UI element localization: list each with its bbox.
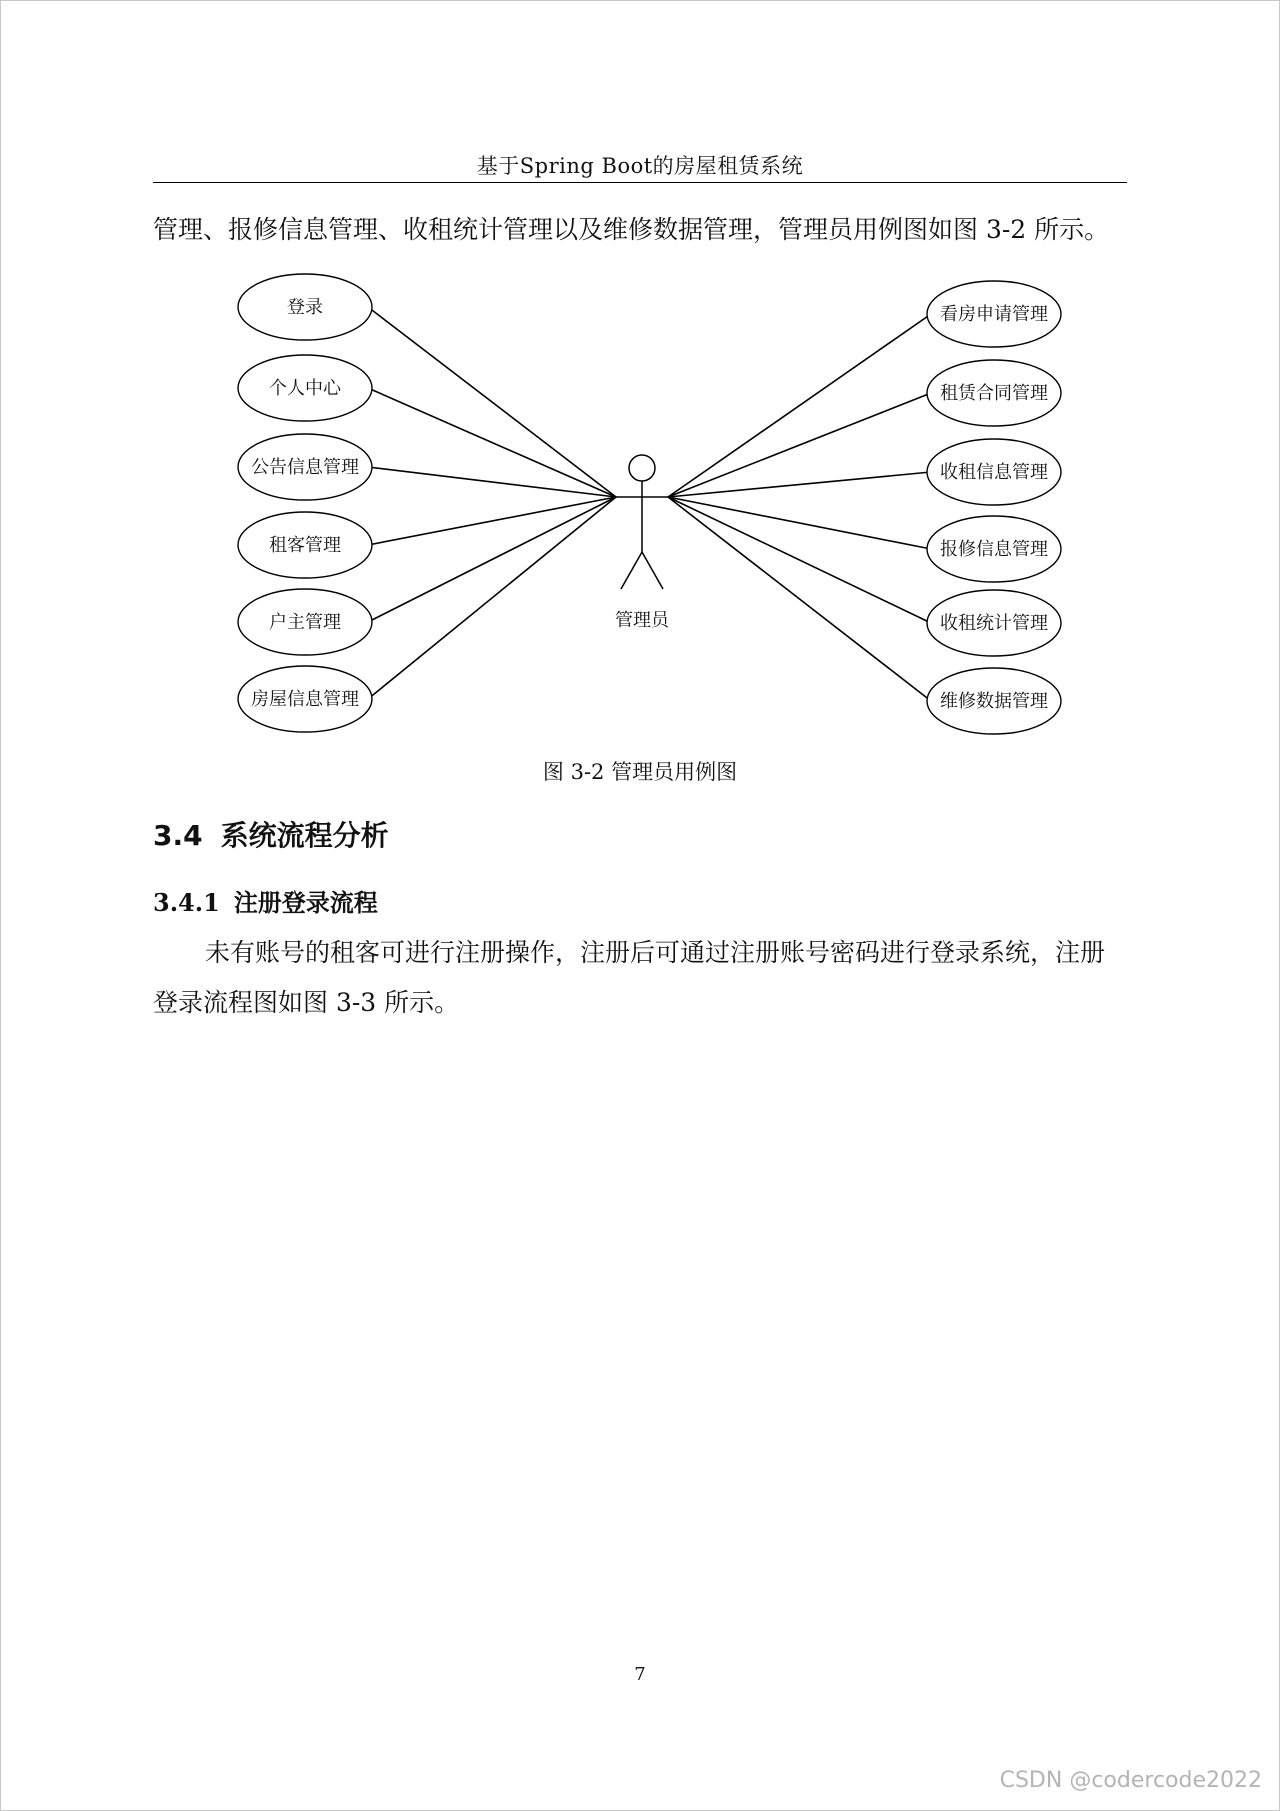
running-header: 基于Spring Boot的房屋租赁系统 [476,154,804,178]
use-case-right-1 [927,281,1061,347]
body-paragraph: 未有账号的租客可进行注册操作，注册后可通过注册账号密码进行登录系统，注册登录流程图如图 3-3 所示。 [153,938,1106,1017]
actor-left-leg [621,552,642,589]
intro-paragraph: 管理、报修信息管理、收租统计管理以及维修数据管理，管理员用例图如图 3-2 所示。 [153,215,1110,244]
use-case-left-1 [238,274,372,340]
association-line [368,467,616,497]
use-case-label: 个人中心 [269,378,341,399]
use-case-right-5 [927,590,1061,656]
use-case-label: 维修数据管理 [940,691,1048,712]
association-line [368,497,616,622]
use-case-left-3 [238,434,372,500]
subsection-heading [153,884,378,922]
subsection-title: 注册登录流程 [233,889,378,917]
association-line [668,497,931,701]
use-case-label: 看房申请管理 [940,304,1048,325]
section-heading [153,812,389,860]
actor-right-leg [642,552,663,589]
use-case-left-4 [238,512,372,578]
use-case-left-2 [238,355,372,421]
section-number: 3.4 [153,819,203,852]
use-case-right-6 [927,668,1061,734]
use-case-right-3 [927,439,1061,505]
use-case-label: 租赁合同管理 [940,383,1048,404]
use-case-label: 登录 [287,297,323,318]
section-title: 系统流程分析 [220,819,389,852]
use-case-right-4 [927,516,1061,582]
association-line [668,497,931,623]
use-case-label: 报修信息管理 [940,539,1048,560]
watermark: CSDN @codercode2022 [999,1768,1262,1793]
association-line [668,497,931,549]
association-line [668,393,931,497]
left-use-cases [238,274,372,732]
use-case-label: 租客管理 [269,535,341,556]
subsection-number: 3.4.1 [153,888,220,917]
use-case-right-2 [927,360,1061,426]
actor-label: 管理员 [615,610,669,631]
use-case-label: 收租信息管理 [940,462,1048,483]
association-line [368,388,616,497]
use-case-left-5 [238,589,372,655]
use-case-label: 收租统计管理 [940,613,1048,634]
association-line [368,497,616,699]
association-line [668,314,931,497]
use-case-label: 公告信息管理 [251,457,359,478]
use-case-label: 房屋信息管理 [251,689,359,710]
actor-admin [615,455,671,631]
use-case-label: 户主管理 [269,612,341,633]
association-line [368,497,616,545]
use-case-left-6 [238,666,372,732]
association-lines [368,307,931,701]
association-line [368,307,616,497]
page-number: 7 [634,1664,646,1685]
association-line [668,472,931,497]
actor-head [629,455,655,481]
right-use-cases [927,281,1061,734]
figure-caption: 图 3-2 管理员用例图 [542,760,738,784]
use-case-diagram [0,0,1280,760]
